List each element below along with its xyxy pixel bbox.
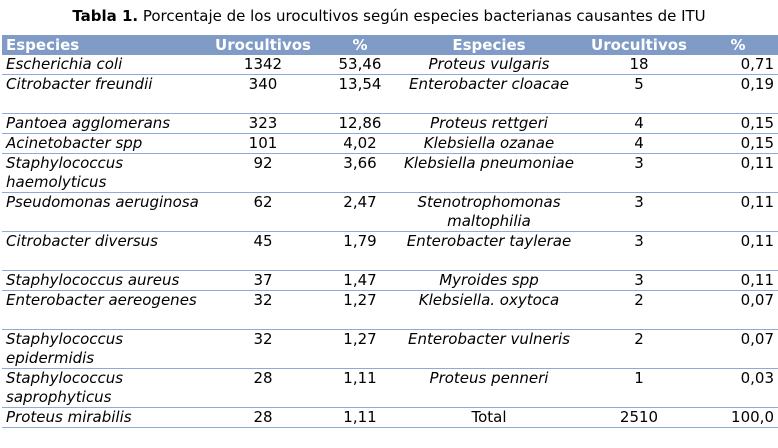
species-cell: Citrobacter freundii: [2, 75, 204, 114]
count-cell: 62: [204, 193, 322, 232]
table-row: [2, 55, 778, 75]
species-cell: Myroides spp: [398, 271, 580, 291]
species-cell: Klebsiella pneumoniae: [398, 154, 580, 193]
table-row: [2, 193, 778, 232]
table-row: [2, 75, 778, 114]
species-cell: Acinetobacter spp: [2, 134, 204, 154]
percent-cell: 53,46: [322, 55, 398, 75]
species-cell: Staphylococcus saprophyticus: [2, 369, 204, 408]
percent-cell: 0,03: [698, 369, 778, 408]
count-cell: 5: [580, 75, 698, 114]
count-cell: 28: [204, 369, 322, 408]
count-cell: 340: [204, 75, 322, 114]
table-row: [2, 330, 778, 369]
species-cell: Proteus vulgaris: [398, 55, 580, 75]
percent-cell: 0,15: [698, 114, 778, 134]
percent-cell: 1,11: [322, 369, 398, 408]
count-cell: 32: [204, 330, 322, 369]
header-percent-1: %: [322, 35, 398, 55]
total-label: Total: [398, 408, 580, 428]
percent-cell: 1,27: [322, 330, 398, 369]
count-cell: 1342: [204, 55, 322, 75]
table-row: [2, 232, 778, 271]
percent-cell: 12,86: [322, 114, 398, 134]
percent-cell: 1,11: [322, 408, 398, 428]
species-cell: Pantoea agglomerans: [2, 114, 204, 134]
percent-cell: 0,71: [698, 55, 778, 75]
percent-cell: 0,11: [698, 154, 778, 193]
table-row: [2, 291, 778, 330]
species-cell: Escherichia coli: [2, 55, 204, 75]
bacteria-table: [2, 35, 778, 428]
percent-cell: 1,27: [322, 291, 398, 330]
species-cell: Citrobacter diversus: [2, 232, 204, 271]
species-cell: Proteus rettgeri: [398, 114, 580, 134]
percent-cell: 0,15: [698, 134, 778, 154]
count-cell: 323: [204, 114, 322, 134]
percent-cell: 2,47: [322, 193, 398, 232]
table-row: [2, 114, 778, 134]
percent-cell: 0,11: [698, 232, 778, 271]
count-cell: 3: [580, 271, 698, 291]
count-cell: 2: [580, 291, 698, 330]
count-cell: 101: [204, 134, 322, 154]
species-cell: Staphylococcus epidermidis: [2, 330, 204, 369]
total-percent-cell: 100,0: [698, 408, 778, 428]
caption-text: Porcentaje de los urocultivos según especies bacterianas causantes de ITU: [138, 7, 706, 25]
count-cell: 1: [580, 369, 698, 408]
count-cell: 4: [580, 114, 698, 134]
percent-cell: 0,07: [698, 330, 778, 369]
percent-cell: 1,47: [322, 271, 398, 291]
count-cell: 3: [580, 232, 698, 271]
count-cell: 92: [204, 154, 322, 193]
percent-cell: 0,19: [698, 75, 778, 114]
table-header-row: [2, 35, 778, 55]
species-cell: Staphylococcus haemolyticus: [2, 154, 204, 193]
species-cell: Klebsiella. oxytoca: [398, 291, 580, 330]
species-cell: Pseudomonas aeruginosa: [2, 193, 204, 232]
percent-cell: 0,11: [698, 271, 778, 291]
table-row: [2, 369, 778, 408]
species-cell: Enterobacter vulneris: [398, 330, 580, 369]
count-cell: 28: [204, 408, 322, 428]
species-cell: Klebsiella ozanae: [398, 134, 580, 154]
percent-cell: 13,54: [322, 75, 398, 114]
header-urocultivos-2: Urocultivos: [580, 35, 698, 55]
count-cell: 3: [580, 154, 698, 193]
count-cell: 37: [204, 271, 322, 291]
count-cell: 2: [580, 330, 698, 369]
table-row: [2, 134, 778, 154]
count-cell: 18: [580, 55, 698, 75]
species-cell: Proteus penneri: [398, 369, 580, 408]
percent-cell: 3,66: [322, 154, 398, 193]
percent-cell: 0,11: [698, 193, 778, 232]
count-cell: 32: [204, 291, 322, 330]
table-row: [2, 271, 778, 291]
percent-cell: 1,79: [322, 232, 398, 271]
species-cell: Proteus mirabilis: [2, 408, 204, 428]
header-species-2: Especies: [398, 35, 580, 55]
count-cell: 4: [580, 134, 698, 154]
species-cell: Staphylococcus aureus: [2, 271, 204, 291]
table-row: [2, 154, 778, 193]
species-cell: Stenotrophomonas maltophilia: [398, 193, 580, 232]
header-percent-2: %: [698, 35, 778, 55]
count-cell: 3: [580, 193, 698, 232]
percent-cell: 4,02: [322, 134, 398, 154]
caption-label: Tabla 1.: [72, 7, 139, 25]
count-cell: 45: [204, 232, 322, 271]
table-caption: [0, 6, 778, 26]
species-cell: Enterobacter taylerae: [398, 232, 580, 271]
total-count-cell: 2510: [580, 408, 698, 428]
species-cell: Enterobacter aereogenes: [2, 291, 204, 330]
header-species-1: Especies: [2, 35, 204, 55]
percent-cell: 0,07: [698, 291, 778, 330]
species-cell: Enterobacter cloacae: [398, 75, 580, 114]
table-row-total: [2, 408, 778, 428]
header-urocultivos-1: Urocultivos: [204, 35, 322, 55]
